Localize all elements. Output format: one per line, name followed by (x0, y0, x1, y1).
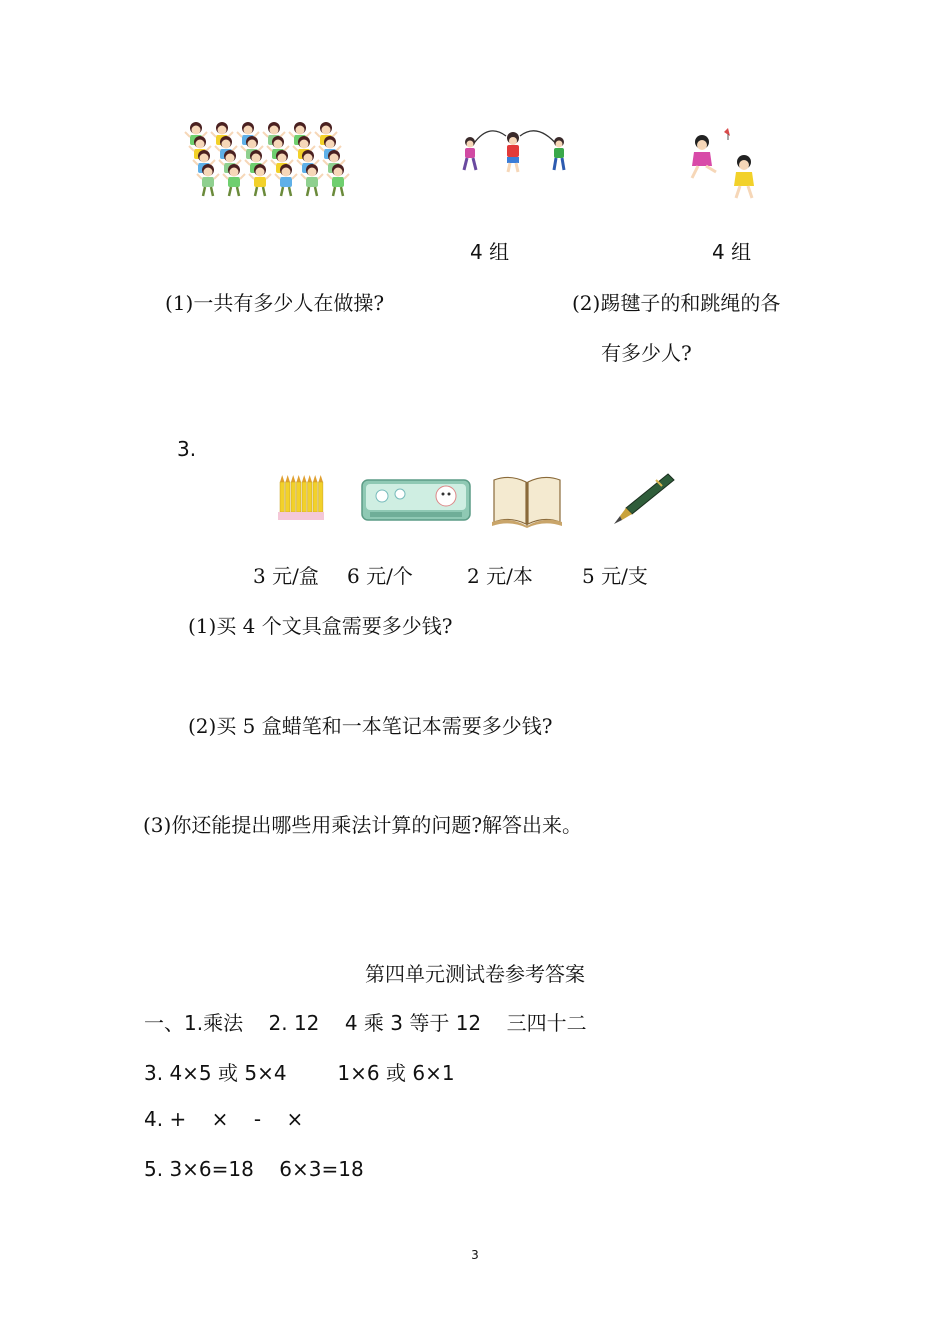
fountain-pen-icon (612, 470, 676, 526)
question-number: 3. (177, 437, 197, 461)
question-3-2: (2)买 5 盒蜡笔和一本笔记本需要多少钱? (188, 714, 553, 738)
page-number: 3 (471, 1248, 479, 1262)
answer-line-2: 3. 4×5 或 5×4 1×6 或 6×1 (144, 1061, 455, 1085)
groups-label-right: 4 组 (712, 240, 752, 264)
crayon-box-icon (277, 474, 325, 522)
groups-label-left: 4 组 (470, 240, 510, 264)
price-notebook: 2 元/本 (467, 564, 533, 588)
answer-line-3: 4. + × - × (144, 1107, 304, 1131)
question-2-2-line1: (2)踢毽子的和跳绳的各 (572, 291, 781, 315)
jump-rope-icon (458, 124, 574, 176)
pencil-case-icon (360, 474, 472, 524)
price-pencil-case: 6 元/个 (347, 564, 413, 588)
question-3-1: (1)买 4 个文具盒需要多少钱? (188, 614, 453, 638)
answers-title: 第四单元测试卷参考答案 (365, 962, 585, 986)
question-2-1: (1)一共有多少人在做操? (165, 291, 385, 315)
exercise-crowd-icon (186, 120, 352, 202)
question-2-2-line2: 有多少人? (601, 341, 692, 365)
price-crayons: 3 元/盒 (253, 564, 319, 588)
question-3-3: (3)你还能提出哪些用乘法计算的问题?解答出来。 (143, 813, 583, 837)
shuttlecock-kids-icon (688, 126, 774, 202)
answer-line-4: 5. 3×6=18 6×3=18 (144, 1157, 364, 1181)
notebook-icon (490, 470, 564, 528)
price-pen: 5 元/支 (582, 564, 648, 588)
answer-line-1: 一、1.乘法 2. 12 4 乘 3 等于 12 三四十二 (144, 1011, 587, 1035)
